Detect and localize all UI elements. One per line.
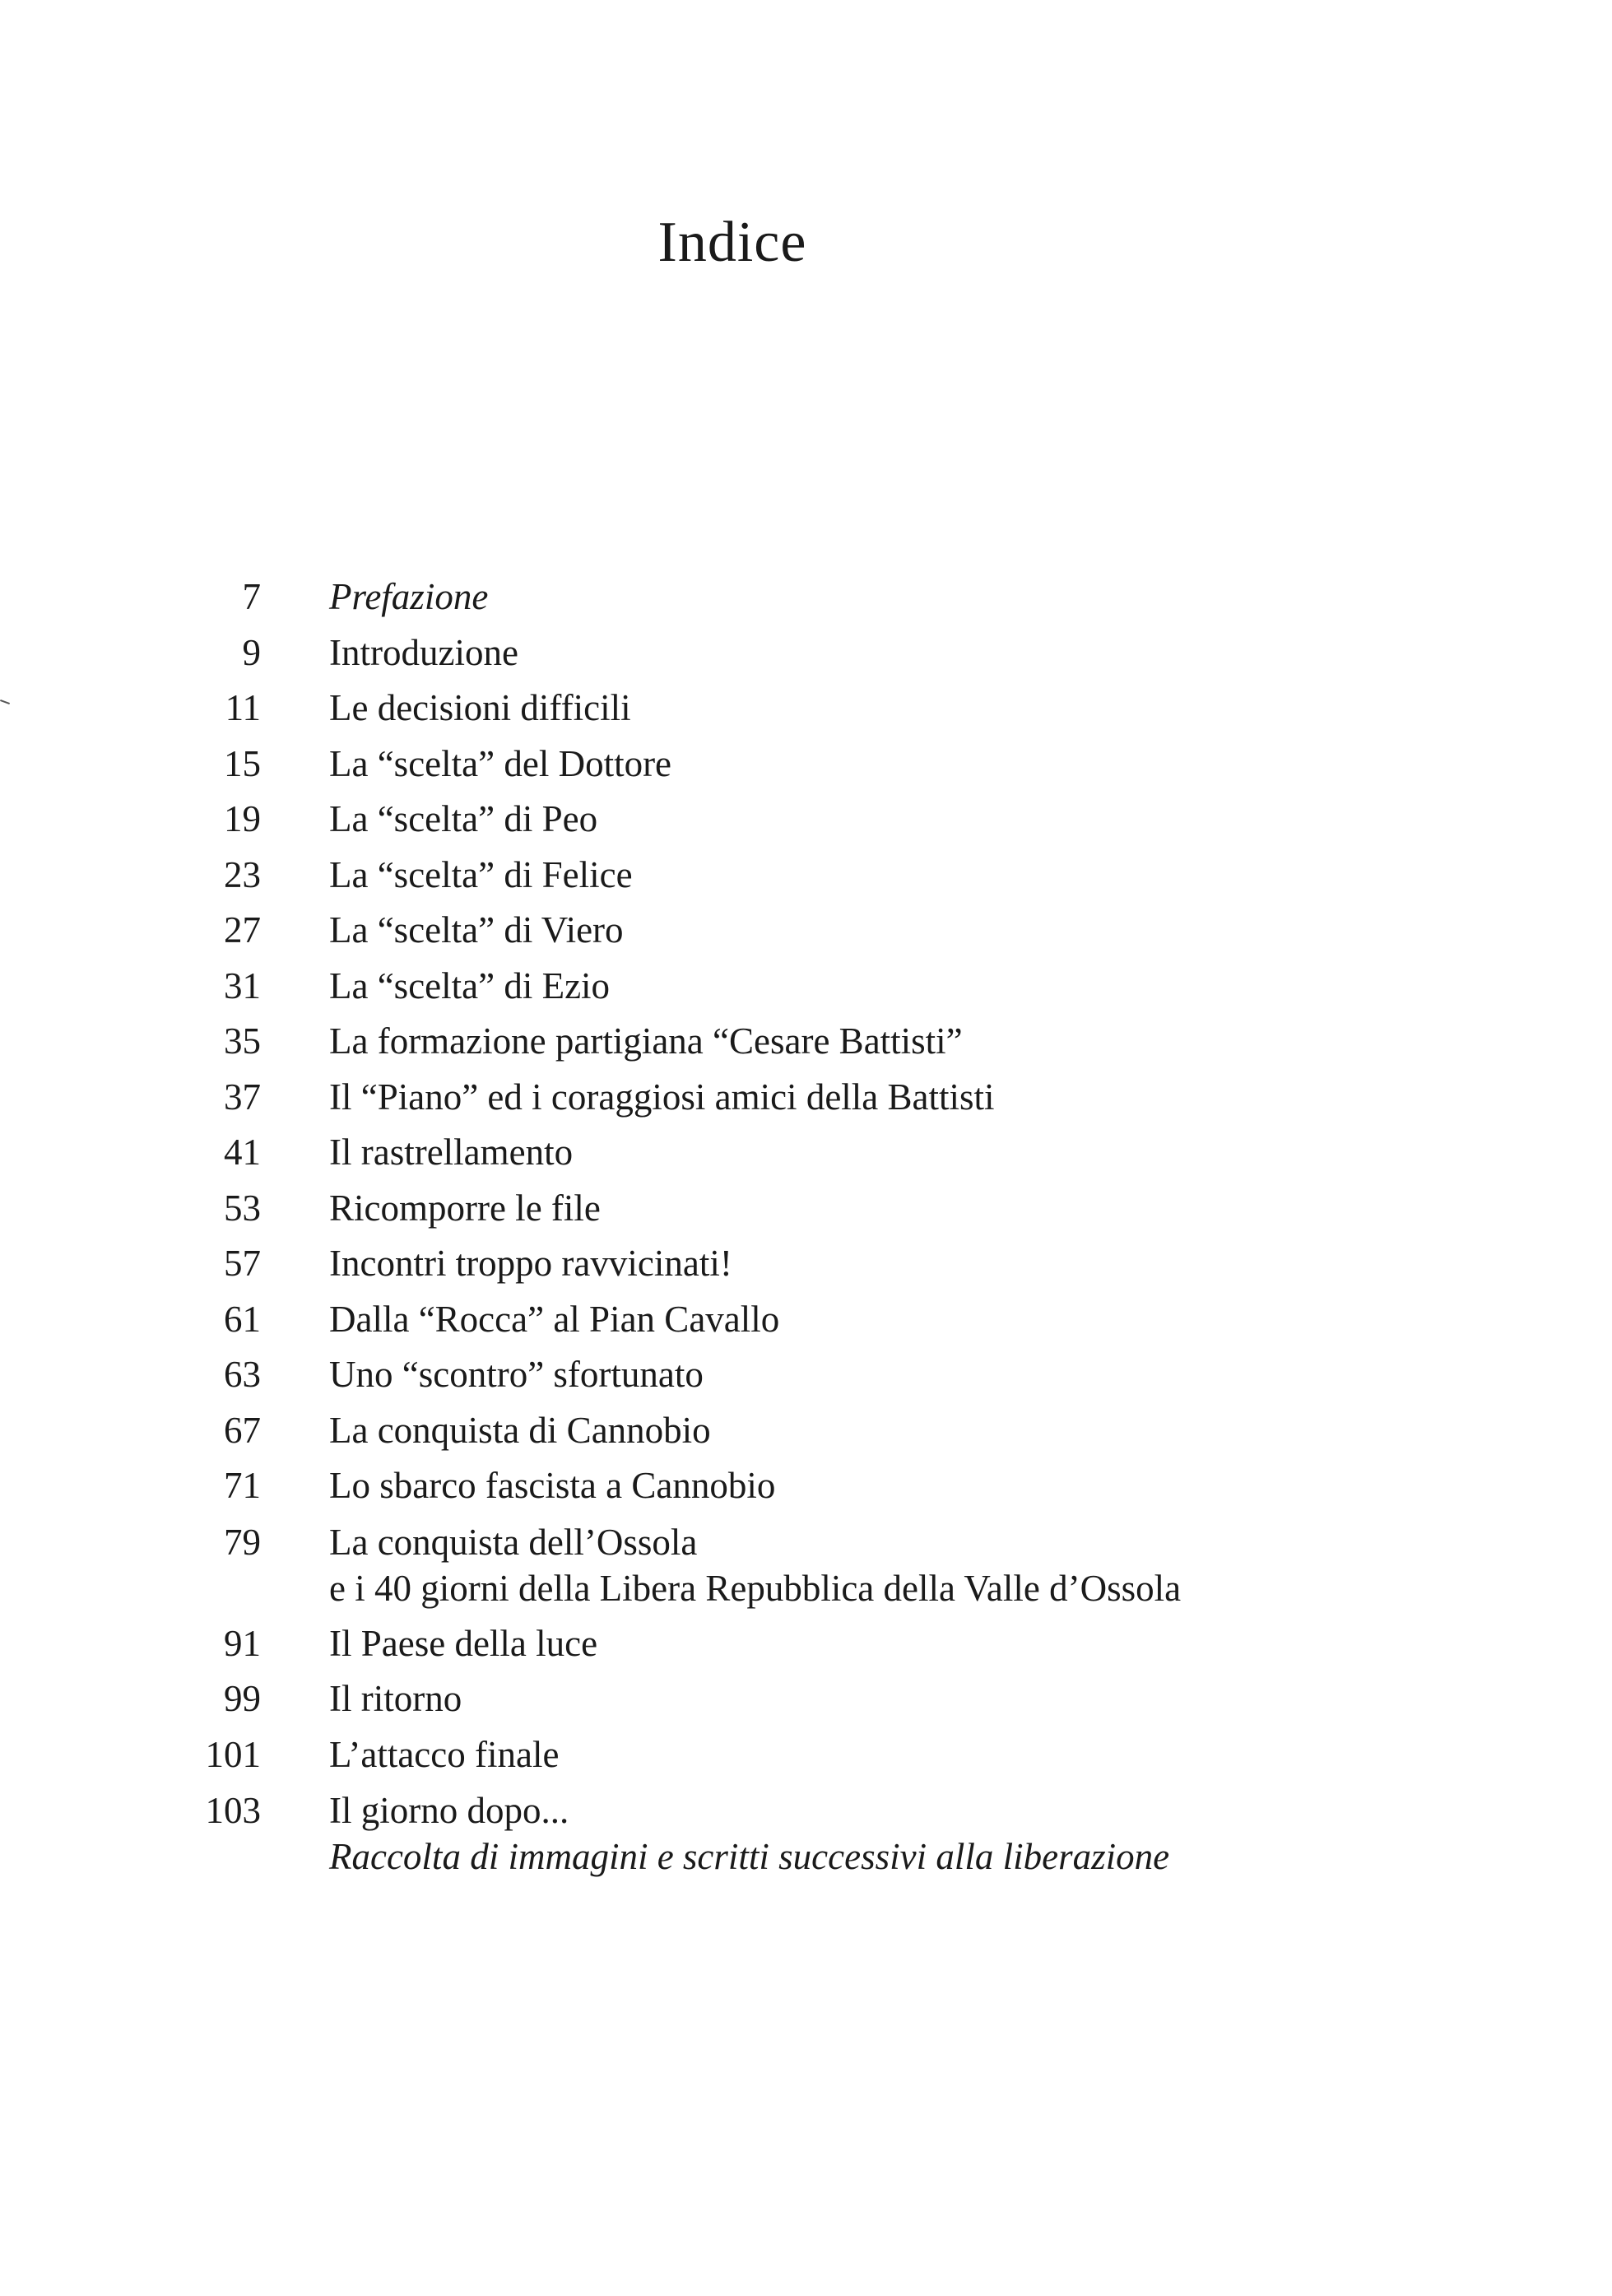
toc-entry-title [329, 1070, 1489, 1126]
toc-page-number: 57 [224, 1243, 261, 1284]
toc-entry-title [329, 1236, 1489, 1292]
toc-entry [173, 1070, 1489, 1126]
toc-entry-title [329, 1292, 1489, 1348]
toc-page-number: 71 [224, 1465, 261, 1506]
toc-page-number: 27 [224, 909, 261, 950]
toc-entry [173, 1782, 1489, 1885]
toc-entry-title [329, 1125, 1489, 1181]
toc-entry-title [329, 1403, 1489, 1459]
toc-page-number: 11 [225, 687, 261, 728]
page-title: Indice [657, 211, 807, 274]
toc-title-line: Uno “scontro” sfortunato [329, 1354, 704, 1395]
toc-entry [173, 569, 1489, 625]
toc-entry [173, 1727, 1489, 1783]
toc-title-line: La conquista dell’Ossola [329, 1521, 698, 1563]
toc-page-number: 63 [224, 1354, 261, 1395]
toc-title-line: Prefazione [329, 576, 489, 617]
toc-entry-title [329, 1727, 1489, 1783]
toc-subtitle-line: e i 40 giorni della Libera Repubblica della Valle d’Ossola [329, 1567, 1182, 1609]
toc-entry [173, 1014, 1489, 1070]
toc-entry-title [329, 1347, 1489, 1403]
toc-entry-title [329, 959, 1489, 1015]
toc-title-line: La “scelta” di Ezio [329, 964, 611, 1006]
toc-title-line: La “scelta” del Dottore [329, 742, 672, 784]
toc-title-line: Lo sbarco fascista a Cannobio [329, 1465, 776, 1506]
toc-entry [173, 1125, 1489, 1181]
toc-title-line: Dalla “Rocca” al Pian Cavallo [329, 1298, 780, 1340]
toc-entry-title [329, 903, 1489, 959]
toc-entry [173, 1292, 1489, 1348]
toc-entry [173, 1616, 1489, 1672]
toc-page-number: 41 [224, 1132, 261, 1173]
toc-page-number: 103 [205, 1790, 261, 1831]
toc-entry-title [329, 1458, 1489, 1514]
toc-subtitle-line: Raccolta di immagini e scritti successivi alla liberazione [329, 1836, 1170, 1877]
toc-page-number: 35 [224, 1020, 261, 1062]
toc-entry-title [329, 1616, 1489, 1672]
toc-entry [173, 1403, 1489, 1459]
toc-entry-title [329, 1519, 1489, 1611]
toc-page-number: 67 [224, 1409, 261, 1451]
toc-entry [173, 1671, 1489, 1727]
toc-entry [173, 1236, 1489, 1292]
toc-title-line: La formazione partigiana “Cesare Battisti” [329, 1020, 963, 1062]
toc-entry [173, 959, 1489, 1015]
toc-title-line: Il ritorno [329, 1678, 462, 1719]
toc-title-line: Ricomporre le file [329, 1187, 601, 1229]
toc-title-line: La “scelta” di Felice [329, 853, 633, 895]
toc-entry-title [329, 625, 1489, 681]
toc-entry-title [329, 1671, 1489, 1727]
table-of-contents [173, 569, 1489, 1885]
toc-page-number: 79 [224, 1521, 261, 1563]
toc-title-line: Il giorno dopo... [329, 1790, 569, 1831]
toc-entry [173, 903, 1489, 959]
toc-entry [173, 792, 1489, 848]
toc-entry-title [329, 792, 1489, 848]
toc-title-line: L’attacco finale [329, 1733, 560, 1775]
toc-entry-title [329, 1181, 1489, 1237]
toc-page-number: 101 [205, 1733, 261, 1775]
toc-page-number: 19 [224, 798, 261, 839]
toc-entry [173, 848, 1489, 904]
toc-title-line: La “scelta” di Peo [329, 798, 598, 839]
toc-title-line: La conquista di Cannobio [329, 1409, 711, 1451]
toc-entry [173, 1181, 1489, 1237]
toc-page-number: 7 [242, 576, 261, 617]
toc-entry [173, 1347, 1489, 1403]
toc-entry-title [329, 681, 1489, 737]
toc-title-line: Il Paese della luce [329, 1622, 598, 1664]
toc-page-number: 61 [224, 1298, 261, 1340]
toc-title-line: Il rastrellamento [329, 1132, 574, 1173]
toc-page-number: 9 [242, 631, 261, 673]
toc-title-line: Introduzione [329, 631, 518, 673]
toc-page-number: 23 [224, 853, 261, 895]
toc-entry [173, 737, 1489, 792]
toc-page-number: 91 [224, 1622, 261, 1664]
toc-entry-title [329, 848, 1489, 904]
toc-entry [173, 625, 1489, 681]
toc-entry-title [329, 1014, 1489, 1070]
toc-page-number: 37 [224, 1076, 261, 1118]
toc-title-line: Le decisioni difficili [329, 687, 631, 728]
toc-entry [173, 681, 1489, 737]
toc-entry [173, 1458, 1489, 1514]
toc-title-line: La “scelta” di Viero [329, 909, 624, 950]
toc-page-number: 53 [224, 1187, 261, 1229]
toc-title-line: Incontri troppo ravvicinati! [329, 1243, 732, 1284]
toc-page-number: 31 [224, 964, 261, 1006]
margin-mark [0, 699, 10, 704]
toc-entry-title [329, 569, 1489, 625]
toc-title-line: Il “Piano” ed i coraggiosi amici della Battisti [329, 1076, 995, 1118]
toc-entry-title [329, 737, 1489, 792]
toc-entry-title [329, 1787, 1489, 1880]
toc-page-number: 15 [224, 742, 261, 784]
toc-entry [173, 1514, 1489, 1616]
toc-page-number: 99 [224, 1678, 261, 1719]
